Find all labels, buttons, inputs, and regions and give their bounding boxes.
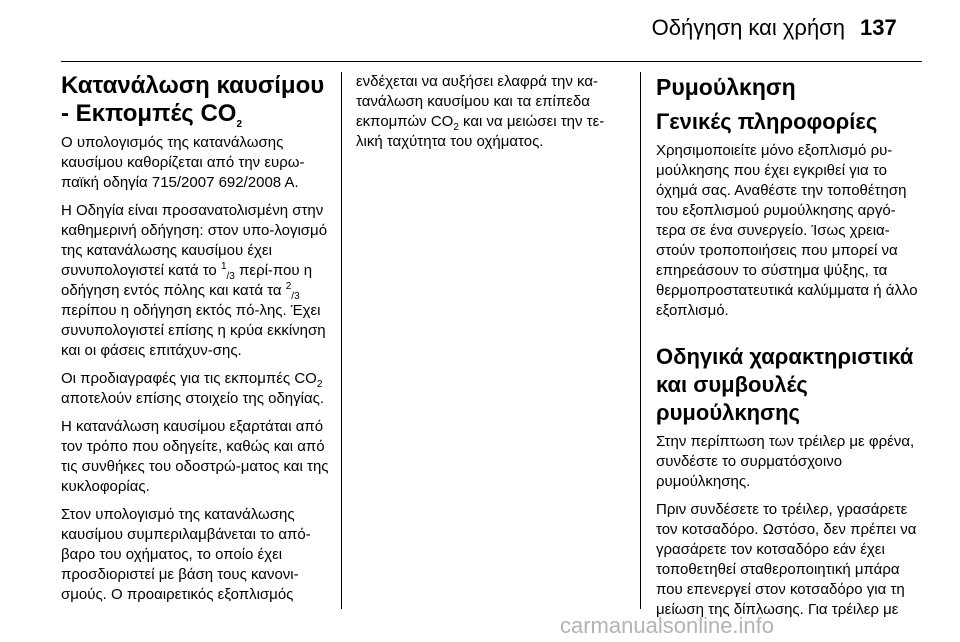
paragraph: Πριν συνδέσετε το τρέιλερ, γρασάρετε τον κοτσαδόρο. Ωστόσο, δεν πρέπει να γρασάρετε τον κοτσαδόρο εάν έχει τοποθετηθεί σταθεροποιητική μπάρα που επενεργεί στον κοτσαδόρο για τη μείωση της δίπλωσης. Για τρέιλερ με [656, 501, 917, 618]
paragraph: Οι προδιαγραφές για τις εκπομπές $CO_2$ αποτελούν επίσης στοιχείο της οδηγίας. [61, 370, 325, 407]
page-number: 137 [860, 15, 897, 40]
header-rule [61, 61, 922, 62]
paragraph: Η κατανάλωση καυσίμου εξαρτάται από τον τρόπο που οδηγείτε, καθώς και από τις συνθήκες του οδοστρώ-ματος και της κυκλοφορίας. [61, 418, 329, 495]
paragraph: Στην περίπτωση των τρέιλερ με φρένα, συνδέστε το συρματόσχοινο ρυμούλκησης. [656, 433, 915, 490]
column-divider-1 [341, 72, 342, 609]
column-divider-2 [640, 72, 641, 609]
paragraph: ενδέχεται να αυξήσει ελαφρά την κα-τανάλωση καυσίμου και τα επίπεδα εκπομπών $CO_2$ και να μειώσει την τε-λική ταχύτητα του οχήματος. [356, 73, 605, 150]
column-3 [656, 72, 922, 628]
column-2 [356, 72, 626, 160]
paragraph: Χρησιμοποιείτε μόνο εξοπλισμό ρυ-μούλκησης που έχει εγκριθεί για το όχημά σας. Αναθέστε την τοποθέτηση του εξοπλισμού ρυμούλκησης αργό-τερα σε ένα συνεργείο. Ίσως χρεια-στούν τροποποιήσεις που μπορεί να επηρεάσουν το σύστημα ψύξης, τα θερμοπροστατευτικά καλύμματα ή άλλο εξοπλισμό. [656, 142, 918, 319]
running-header-title: Οδήγηση και χρήση [651, 15, 845, 40]
paragraph: Στον υπολογισμό της κατανάλωσης καυσίμου συμπεριλαμβάνεται το από-βαρο του οχήματος, το οποίο έχει προσδιοριστεί με βάση τους κανονι-σμούς. Ο προαιρετικός εξοπλισμός [61, 506, 311, 603]
subheading-driving-tips: Οδηγικά χαρακτηριστικά και συμβουλές ρυμούλκησης [656, 344, 914, 425]
paragraph: Η Οδηγία είναι προσανατολισμένη στην καθημερινή οδήγηση: στον υπο-λογισμό της κατανάλωσης καυσίμου έχει συνυπολογιστεί κατά το $^1_{/3}$ περί-που η οδήγηση εντός πόλης και κατά τα $^2_{/3}$ περίπου η οδήγηση εκτός πό-λης. Έχει συνυπολογιστεί επίσης η κρύα εκκίνηση και οι φάσεις επιτάχυν-σης. [61, 202, 328, 359]
watermark: carmanualsonline.info [560, 613, 775, 638]
paragraph: Ο υπολογισμός της κατανάλωσης καυσίμου καθορίζεται από την ευρω-παϊκή οδηγία 715/2007 692/2008 Α. [61, 134, 305, 191]
subheading-general-info: Γενικές πληροφορίες [656, 109, 878, 134]
section-heading-fuel-consumption: Κατανάλωση καυσίμου - Εκπομπές $CO_2$ [61, 72, 325, 130]
section-heading-towing: Ρυμούλκηση [656, 74, 796, 100]
column-1 [61, 72, 333, 613]
